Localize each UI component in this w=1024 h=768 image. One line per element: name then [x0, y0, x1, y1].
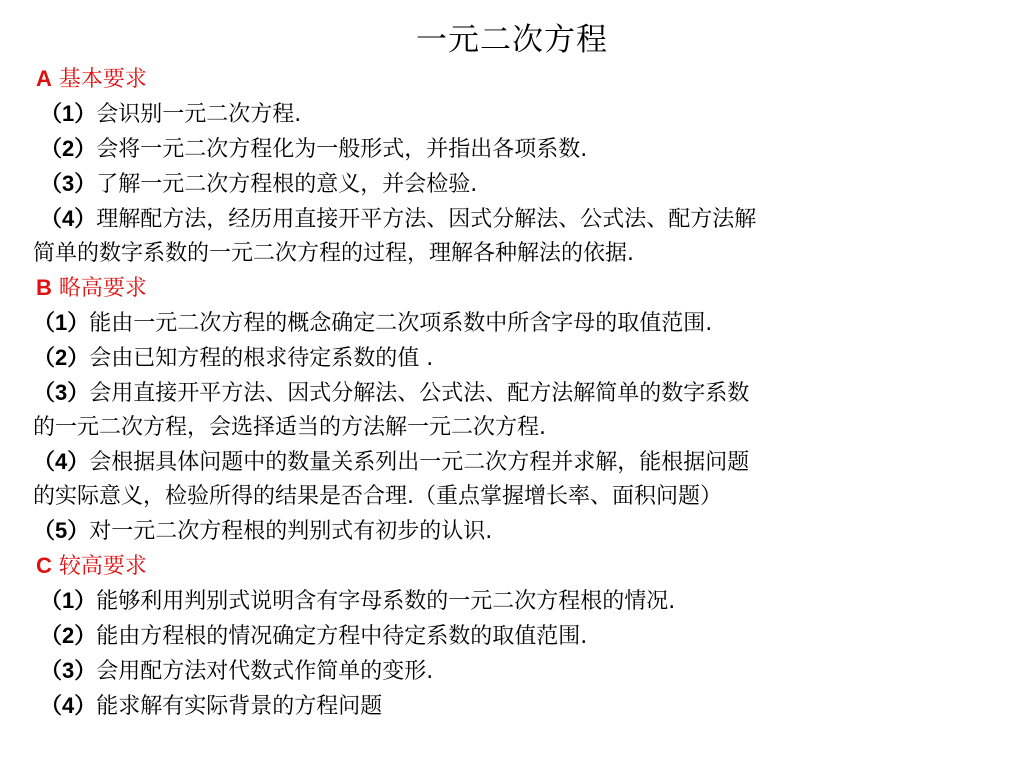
section-b-item-5	[33, 514, 996, 549]
slide-title: 一元二次方程	[416, 22, 608, 58]
item-text: 会用直接开平方法、因式分解法、公式法、配方法解简单的数字系数	[89, 381, 750, 406]
item-number: （3）	[33, 380, 90, 405]
section-b-item-4	[33, 445, 996, 480]
section-b-item-3-continued: 的一元二次方程，会选择适当的方法解一元二次方程.	[33, 415, 546, 440]
item-number: （3）	[40, 658, 97, 683]
section-a-heading	[36, 62, 996, 97]
item-number: （4）	[40, 693, 97, 718]
item-number: （1）	[40, 588, 97, 613]
item-text: 理解配方法，经历用直接开平方法、因式分解法、公式法、配方法解	[96, 207, 757, 232]
section-c-title: 较高要求	[58, 554, 147, 579]
item-text: 会识别一元二次方程.	[96, 102, 302, 127]
item-text: 对一元二次方程根的判别式有初步的认识.	[89, 519, 493, 544]
section-c-item-2	[36, 619, 996, 654]
section-a-item-1	[36, 97, 996, 132]
item-text: 会将一元二次方程化为一般形式，并指出各项系数.	[96, 137, 588, 162]
item-number: （5）	[33, 518, 90, 543]
section-a-item-2	[36, 132, 996, 167]
item-number: （1）	[33, 310, 90, 335]
section-b-heading	[36, 271, 996, 306]
item-text: 能够利用判别式说明含有字母系数的一元二次方程根的情况.	[96, 589, 676, 614]
section-a-item-4-continued: 简单的数字系数的一元二次方程的过程，理解各种解法的依据.	[33, 241, 634, 266]
item-text: 能由一元二次方程的概念确定二次项系数中所含字母的取值范围.	[89, 311, 713, 336]
item-number: （4）	[40, 206, 97, 231]
item-text: 能由方程根的情况确定方程中待定系数的取值范围.	[96, 624, 588, 649]
item-number: （1）	[40, 101, 97, 126]
section-c-item-4	[36, 689, 996, 724]
section-b-title: 略高要求	[58, 276, 147, 301]
item-text: 会根据具体问题中的数量关系列出一元二次方程并求解，能根据问题	[89, 450, 750, 475]
section-b-item-2	[33, 341, 996, 376]
section-a-item-3	[36, 167, 996, 202]
section-c-item-3	[36, 654, 996, 689]
section-c-item-1	[36, 584, 996, 619]
item-text: 了解一元二次方程根的意义，并会检验.	[96, 172, 478, 197]
item-text: 能求解有实际背景的方程问题	[96, 694, 383, 719]
item-number: （2）	[40, 136, 97, 161]
section-a-item-4	[36, 202, 996, 237]
item-number: （4）	[33, 449, 90, 474]
item-text: 会用配方法对代数式作简单的变形.	[96, 659, 434, 684]
section-c-heading	[36, 549, 996, 584]
section-b-item-4-continued: 的实际意义，检验所得的结果是否合理.（重点掌握增长率、面积问题）	[33, 484, 722, 509]
section-b-item-1	[33, 306, 996, 341]
item-number: （2）	[33, 345, 90, 370]
slide-content	[33, 62, 996, 724]
section-a-title: 基本要求	[58, 67, 147, 92]
section-c-letter: C	[36, 553, 52, 578]
item-number: （2）	[40, 623, 97, 648]
section-a-letter: A	[36, 66, 52, 91]
section-b-item-3	[33, 376, 996, 411]
section-b-letter: B	[36, 275, 52, 300]
item-number: （3）	[40, 171, 97, 196]
item-text: 会由已知方程的根求待定系数的值 .	[89, 346, 434, 371]
